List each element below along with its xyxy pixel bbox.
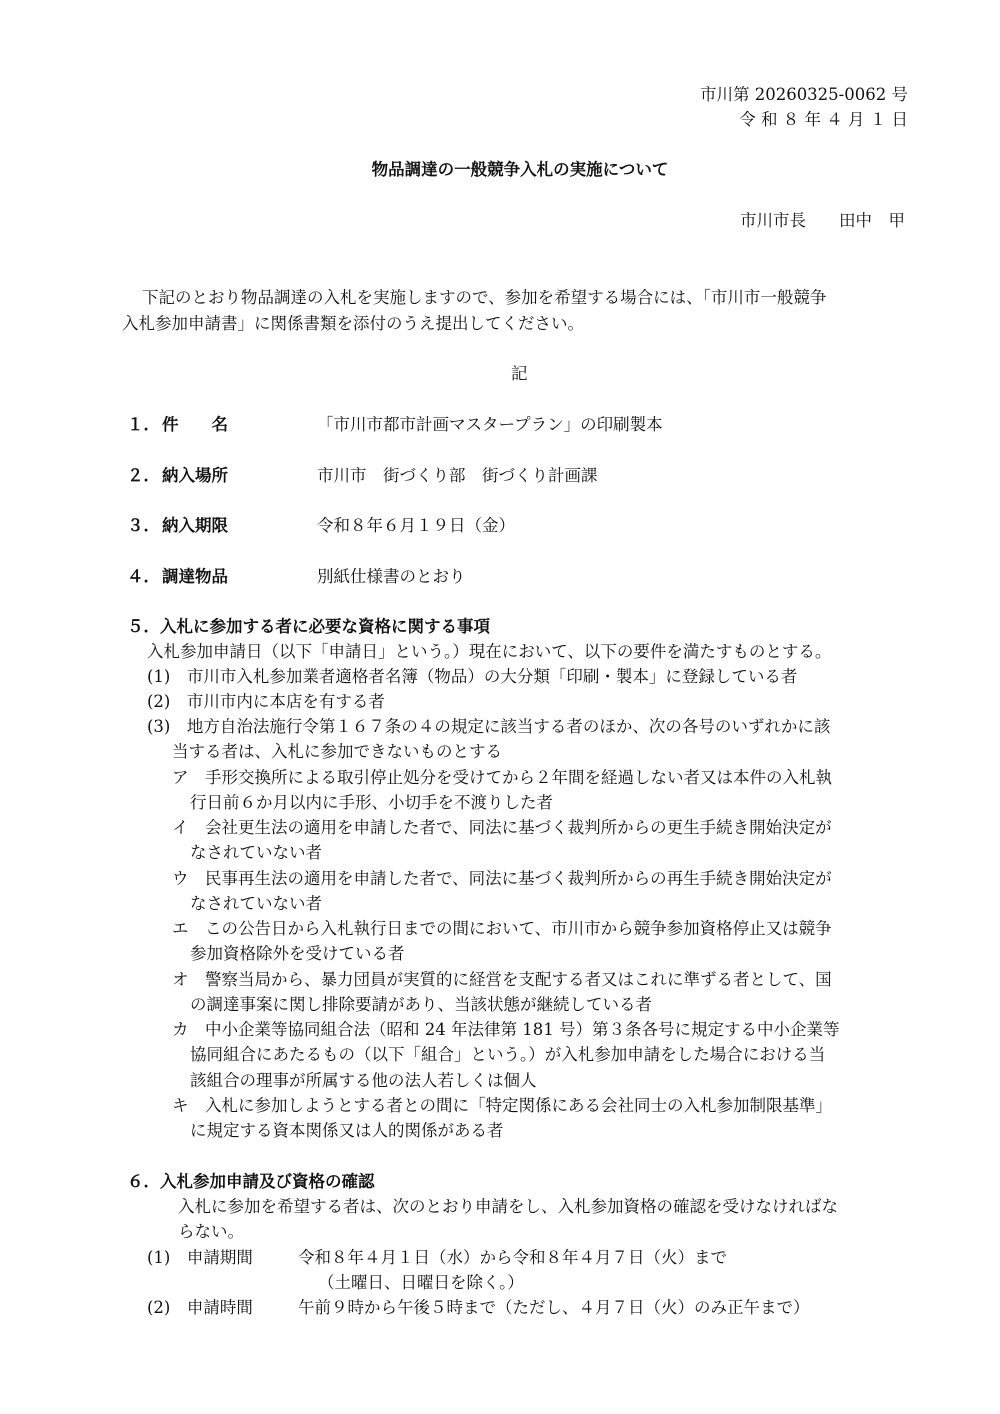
requirement-2: (2) 市川市内に本店を有する者 bbox=[147, 692, 385, 711]
intro-line-2: 入札参加申請書」に関係書類を添付のうえ提出してください。 bbox=[122, 314, 584, 333]
item-2-number: ２． bbox=[127, 466, 160, 485]
item-1-value: 「市川市都市計画マスタープラン」の印刷製本 bbox=[317, 415, 663, 434]
section-5-intro: 入札参加申請日（以下「申請日」という。）現在において、以下の要件を満たすものとする。 bbox=[147, 642, 832, 661]
application-period-label: (1) 申請期間 bbox=[147, 1248, 253, 1267]
sub-o-line-2: の調達事案に関し排除要請があり、当該状態が継続している者 bbox=[190, 995, 652, 1014]
application-hours-label: (2) 申請時間 bbox=[147, 1298, 253, 1317]
item-1-label: 件 名 bbox=[162, 415, 228, 434]
sub-ka-line-2: 協同組合にあたるもの（以下「組合」という。）が入札参加申請をした場合における当 bbox=[190, 1045, 826, 1064]
sub-u-line-1: ウ 民事再生法の適用を申請した者で、同法に基づく裁判所からの再生手続き開始決定が bbox=[172, 869, 832, 888]
sub-ka-line-1: カ 中小企業等協同組合法（昭和 24 年法律第 181 号）第３条各号に規定する中小企業等 bbox=[172, 1020, 840, 1039]
application-period-note: （土曜日、日曜日を除く。） bbox=[318, 1273, 524, 1292]
section-6-intro-line-2: らない。 bbox=[178, 1222, 244, 1241]
section-6-heading: ６．入札参加申請及び資格の確認 bbox=[127, 1172, 375, 1191]
application-period-value: 令和８年４月１日（水）から令和８年４月７日（火）まで bbox=[298, 1248, 727, 1267]
section-5-heading: ５．入札に参加する者に必要な資格に関する事項 bbox=[127, 617, 490, 636]
document-number: 市川第 20260325-0062 号 bbox=[699, 85, 908, 104]
item-2-value: 市川市 街づくり部 街づくり計画課 bbox=[317, 466, 598, 485]
issue-date: 令 和 ８ 年 ４ 月 １ 日 bbox=[739, 110, 908, 129]
intro-line-1: 下記のとおり物品調達の入札を実施しますので、参加を希望する場合には、「市川市一般競争 bbox=[142, 288, 827, 307]
sub-a-line-1: ア 手形交換所による取引停止処分を受けてから２年間を経過しない者又は本件の入札執 bbox=[172, 768, 832, 787]
requirement-3-line-2: 当する者は、入札に参加できないものとする bbox=[172, 742, 502, 761]
item-4-number: ４． bbox=[127, 567, 160, 586]
sub-e-line-1: エ この公告日から入札執行日までの間において、市川市から競争参加資格停止又は競争 bbox=[172, 919, 832, 938]
sub-a-line-2: 行日前６か月以内に手形、小切手を不渡りした者 bbox=[190, 793, 553, 812]
sub-e-line-2: 参加資格除外を受けている者 bbox=[190, 944, 405, 963]
sub-ki-line-1: キ 入札に参加しようとする者との間に「特定関係にある会社同士の入札参加制限基準」 bbox=[172, 1096, 832, 1115]
section-6-intro-line-1: 入札に参加を希望する者は、次のとおり申請をし、入札参加資格の確認を受けなければな bbox=[178, 1197, 838, 1216]
item-3-number: ３． bbox=[127, 516, 160, 535]
item-3-label: 納入期限 bbox=[162, 516, 228, 535]
sub-i-line-2: なされていない者 bbox=[190, 843, 322, 862]
requirement-3-line-1: (3) 地方自治法施行令第１６７条の４の規定に該当する者のほか、次の各号のいずれかに該 bbox=[147, 717, 831, 736]
requirement-1: (1) 市川市入札参加業者適格者名簿（物品）の大分類「印刷・製本」に登録している者 bbox=[147, 667, 798, 686]
sub-o-line-1: オ 警察当局から、暴力団員が実質的に経営を支配する者又はこれに準ずる者として、国 bbox=[172, 970, 832, 989]
sub-i-line-1: イ 会社更生法の適用を申請した者で、同法に基づく裁判所からの更生手続き開始決定が bbox=[172, 818, 832, 837]
item-4-value: 別紙仕様書のとおり bbox=[317, 567, 466, 586]
sub-ki-line-2: に規定する資本関係又は人的関係がある者 bbox=[190, 1121, 504, 1140]
item-4-label: 調達物品 bbox=[162, 567, 228, 586]
issuer: 市川市長 田中 甲 bbox=[740, 211, 905, 230]
sub-ka-line-3: 該組合の理事が所属する他の法人若しくは個人 bbox=[190, 1071, 537, 1090]
item-3-value: 令和８年６月１９日（金） bbox=[317, 516, 515, 535]
document-title: 物品調達の一般競争入札の実施について bbox=[371, 160, 669, 179]
item-2-label: 納入場所 bbox=[162, 466, 228, 485]
sub-u-line-2: なされていない者 bbox=[190, 894, 322, 913]
item-1-number: １． bbox=[127, 415, 160, 434]
application-hours-value: 午前９時から午後５時まで（ただし、４月７日（火）のみ正午まで） bbox=[298, 1298, 810, 1317]
ki-heading: 記 bbox=[511, 364, 528, 383]
